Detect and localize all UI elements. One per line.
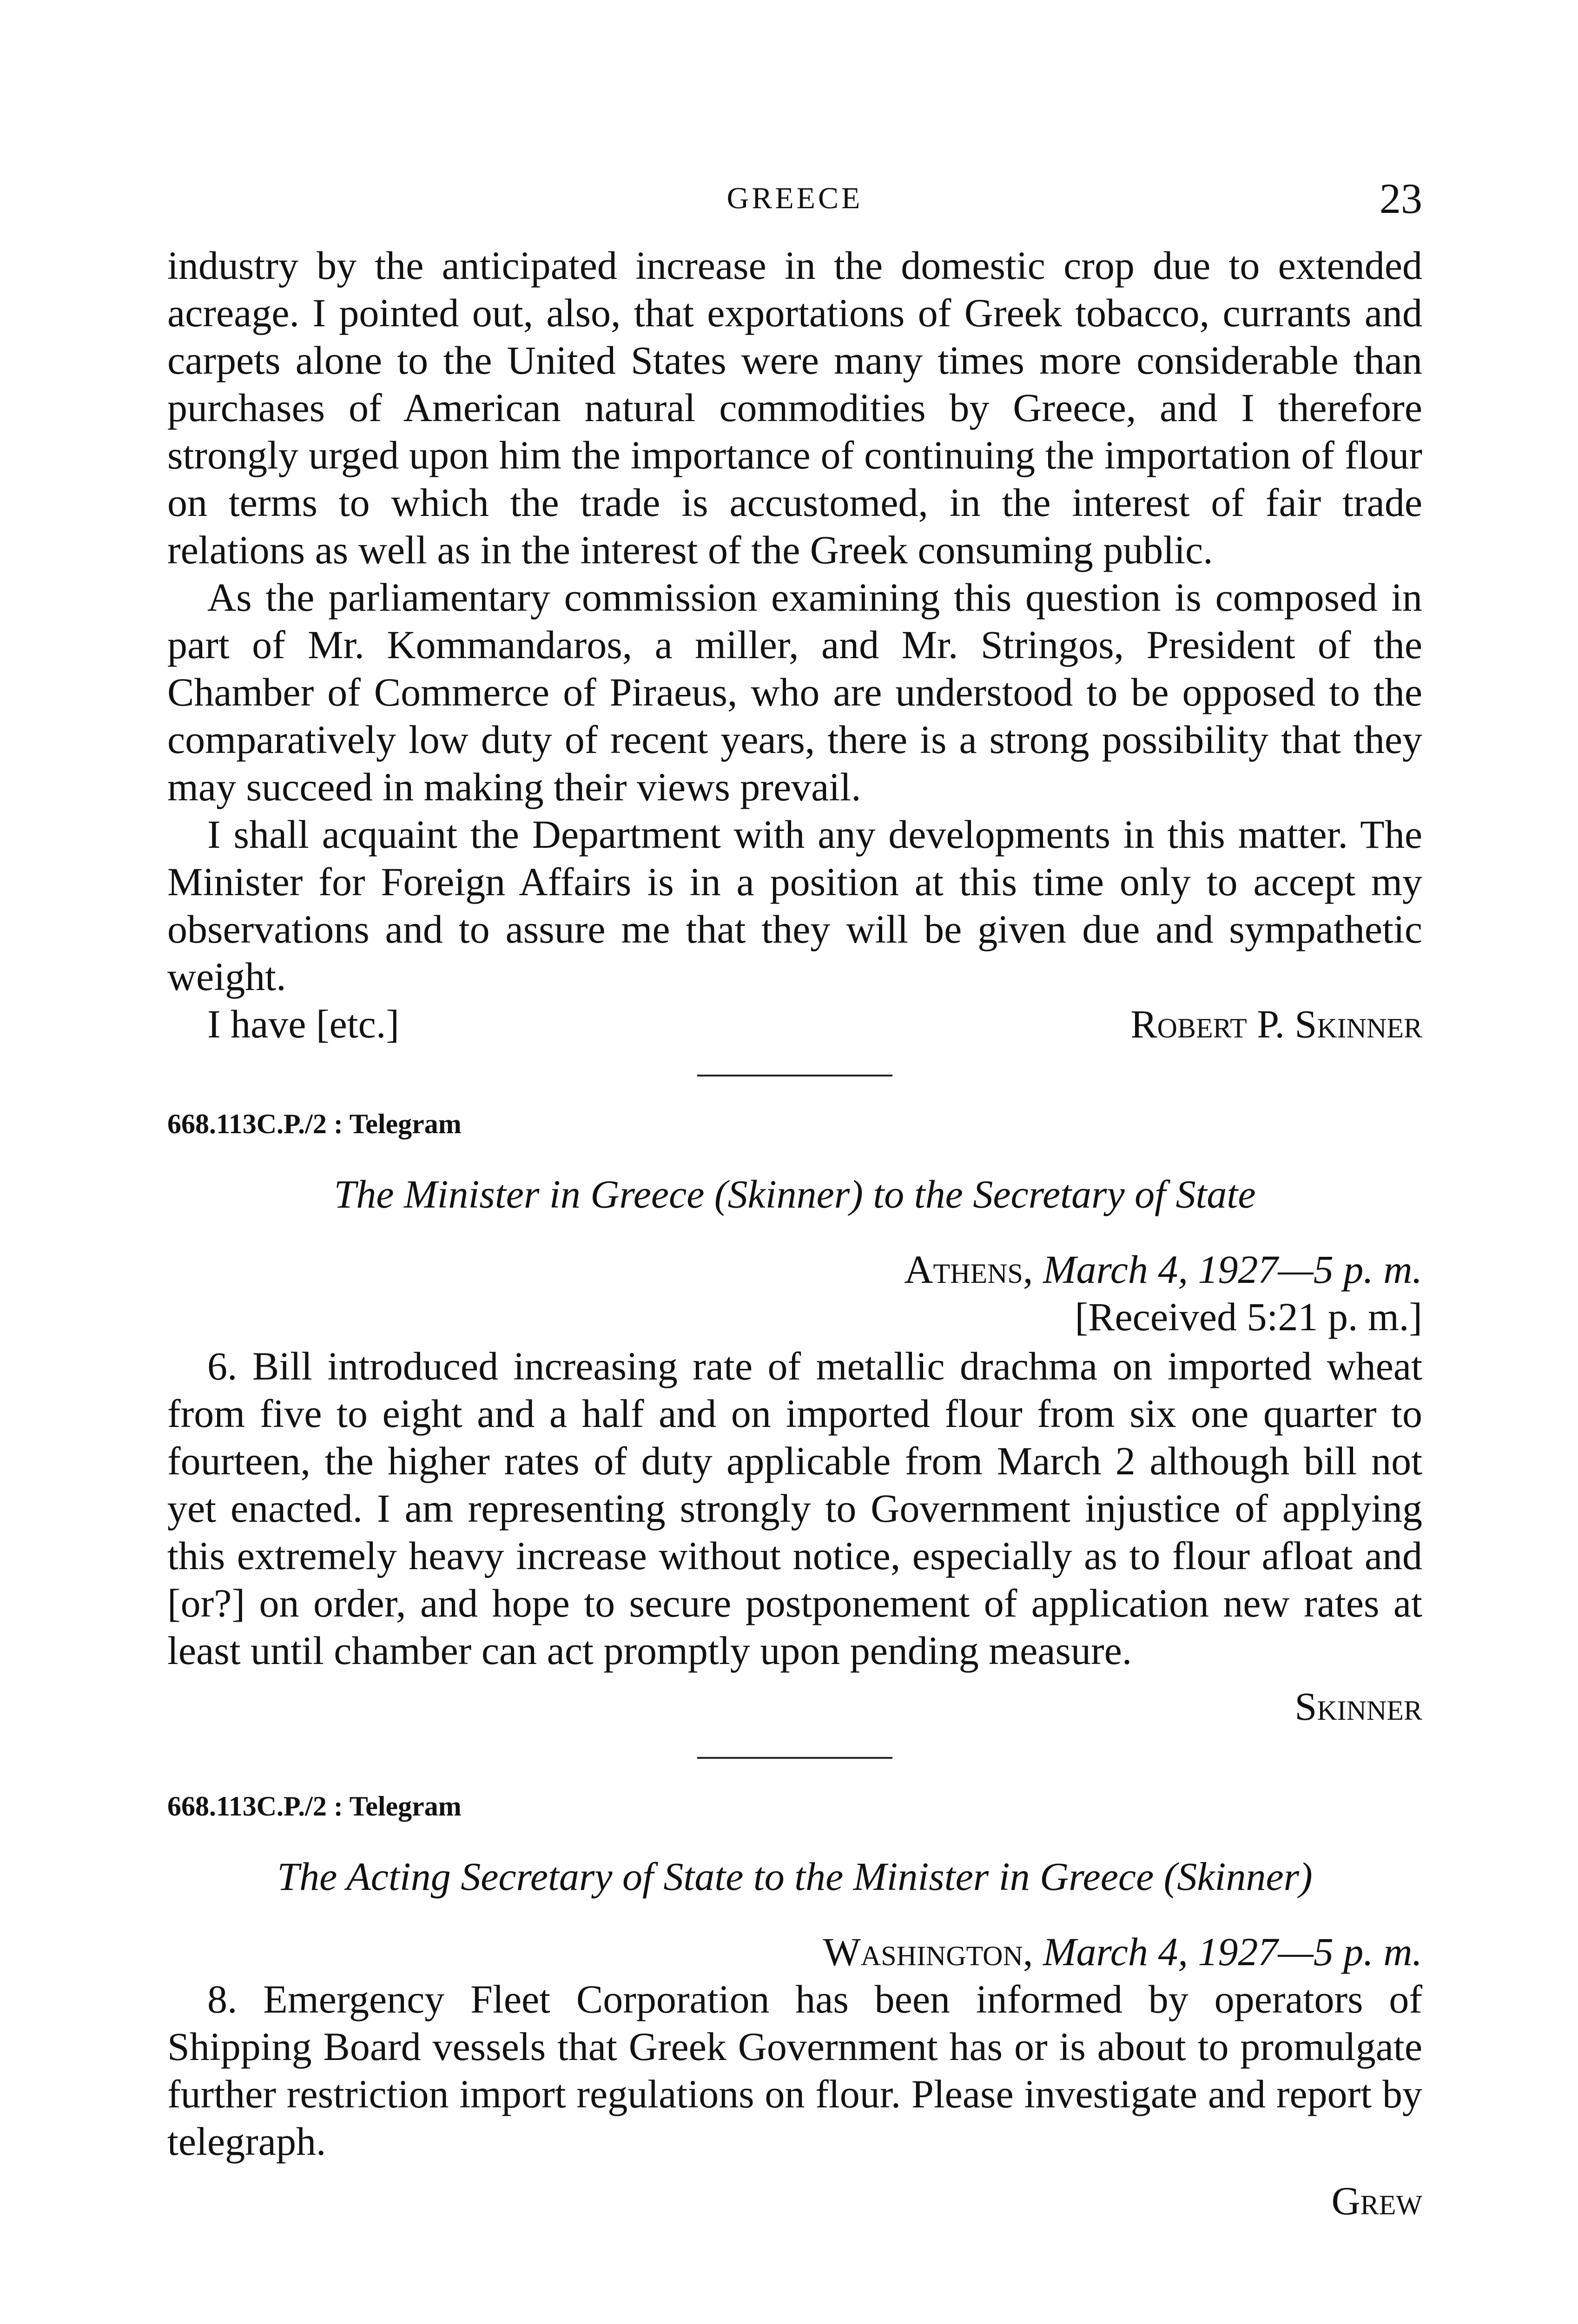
- letter-signoff: [167, 1000, 1422, 1048]
- document-title: The Minister in Greece (Skinner) to the Secretary of State: [334, 1172, 1256, 1216]
- file-reference: 668.113C.P./2 : Telegram: [167, 1109, 462, 1139]
- telegram-body: 6. Bill introduced increasing rate of metallic drachma on imported wheat from five to eight and a half and on imported flour from six one quarter to fourteen, the higher rates of duty applicable from March 2 although bill not yet enacted. I am representing strongly to Government injustice of applying this extremely heavy increase without notice, especially as to flour afloat and [or?] on order, and hope to secure postponement of application new rates at least until chamber can act promptly upon pending measure.: [167, 1344, 1422, 1673]
- page-number: 23: [1380, 175, 1422, 222]
- letter-continuation: [167, 242, 1422, 1048]
- letter-paragraph: I shall acquaint the Department with any developments in this matter. The Minister for Foreign Affairs is in a position at this time only to accept my observations and to assure me that they will be given due and sympathetic weight.: [167, 812, 1422, 999]
- telegram-signature: Grew: [1331, 2179, 1422, 2223]
- dateline: [167, 1928, 1422, 1975]
- document-title: The Acting Secretary of State to the Minister in Greece (Skinner): [277, 1854, 1313, 1899]
- dateline-date: March 4, 1927—5 p. m.: [1043, 1247, 1422, 1292]
- file-reference: 668.113C.P./2 : Telegram: [167, 1791, 462, 1822]
- section-divider: [697, 1075, 892, 1076]
- telegram-body: 8. Emergency Fleet Corporation has been informed by operators of Shipping Board vessels that Greek Government has or is about to promulgate further restriction import regulations on flour. Please investigate and report by telegraph.: [167, 1977, 1422, 2164]
- telegram-washington: [167, 1788, 1422, 2225]
- received-note: [Received 5:21 p. m.]: [1075, 1294, 1422, 1339]
- page-header: [167, 173, 1422, 224]
- dateline-place: Athens,: [904, 1247, 1033, 1292]
- page-body: [167, 242, 1422, 2225]
- dateline-date: March 4, 1927—5 p. m.: [1043, 1929, 1422, 1974]
- letter-paragraph: industry by the anticipated increase in the domestic crop due to extended acreage. I pointed out, also, that exportations of Greek tobacco, currants and carpets alone to the United States were many times more considerable than purchases of American natural commodities by Greece, and I therefore strongly urged upon him the importance of continuing the importation of flour on terms to which the trade is accustomed, in the interest of fair trade relations as well as in the interest of the Greek consuming public.: [167, 243, 1422, 572]
- dateline-place: Washington,: [823, 1929, 1033, 1974]
- section-divider: [697, 1757, 892, 1759]
- letter-signature: Robert P. Skinner: [1130, 1002, 1422, 1046]
- letter-paragraph: As the parliamentary commission examining this question is composed in part of Mr. Kommandaros, a miller, and Mr. Stringos, President of the Chamber of Commerce of Piraeus, who are understood to be opposed to the comparatively low duty of recent years, there is a strong possibility that they may succeed in making their views prevail.: [167, 575, 1422, 809]
- letter-closing: I have [etc.]: [207, 1002, 399, 1046]
- telegram-athens: [167, 1105, 1422, 1730]
- running-head: GREECE: [726, 181, 863, 215]
- dateline: [167, 1246, 1422, 1293]
- telegram-signature: Skinner: [1294, 1684, 1422, 1729]
